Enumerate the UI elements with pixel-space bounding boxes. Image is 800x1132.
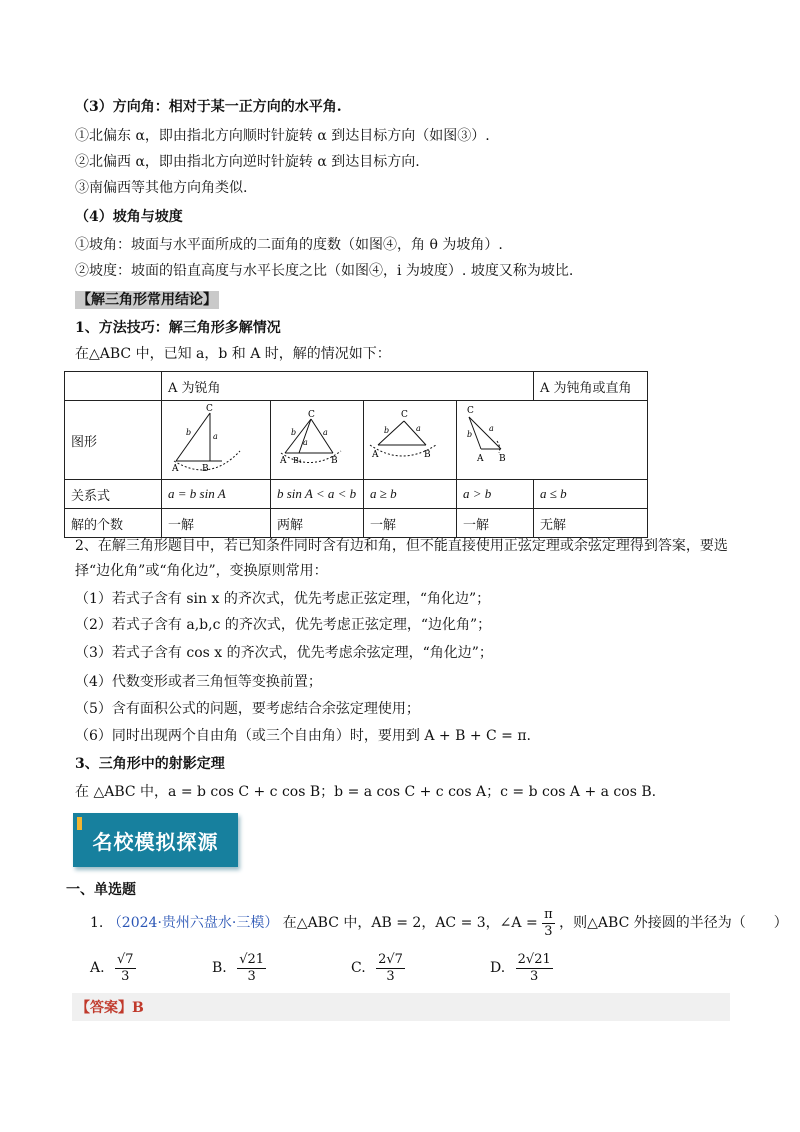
relation-1: a = b sin A bbox=[162, 480, 271, 509]
triangle-figure-2 bbox=[271, 401, 363, 475]
count-4: 一解 bbox=[457, 509, 534, 538]
question-1-stem bbox=[90, 905, 788, 941]
fig4-label-B: B bbox=[499, 454, 506, 464]
fig2-label-B1: B₁ bbox=[293, 456, 303, 465]
fig1-label-B: B bbox=[202, 464, 209, 474]
projection-formula: 在 △ABC 中，a = b cos C + c cos B；b = a cos C + c cos A；c = b cos A + a cos B. bbox=[75, 784, 657, 800]
sec2-item-5: （5）含有面积公式的问题，要考虑结合余弦定理使用； bbox=[75, 701, 420, 717]
q1-source: （2024·贵州六盘水·三模） bbox=[107, 915, 279, 931]
sec2-item-1: （1）若式子含有 sin x 的齐次式，优先考虑正弦定理，“角化边”； bbox=[75, 591, 491, 607]
sec3-item-1: ①北偏东 α，即由指北方向顺时针旋转 α 到达目标方向（如图③）. bbox=[75, 128, 490, 144]
triangle-figure-3 bbox=[364, 401, 456, 475]
sec4-item-1: ①坡角：坡面与水平面所成的二面角的度数（如图④，角 θ 为坡角）. bbox=[75, 237, 503, 253]
sec4-title: （4）坡角与坡度 bbox=[75, 209, 183, 225]
fig2-label-C: C bbox=[308, 410, 315, 420]
fig4-label-a: a bbox=[489, 424, 494, 433]
fig4-label-b: b bbox=[467, 430, 473, 439]
sec2-item-2: （2）若式子含有 a,b,c 的齐次式，优先考虑正弦定理，“边化角”； bbox=[75, 617, 492, 633]
fig2-label-A: A bbox=[280, 456, 287, 466]
sec3-item-3: ③南偏西等其他方向角类似. bbox=[75, 180, 248, 196]
count-3: 一解 bbox=[364, 509, 457, 538]
fig3-label-C: C bbox=[401, 410, 408, 420]
fig4-label-C: C bbox=[467, 406, 474, 416]
method-title: 1、方法技巧：解三角形多解情况 bbox=[75, 320, 281, 336]
sec2-item-3: （3）若式子含有 cos x 的齐次式，优先考虑余弦定理，“角化边”； bbox=[75, 645, 493, 661]
fig3-label-a: a bbox=[416, 424, 421, 433]
fig1-label-a: a bbox=[213, 432, 218, 441]
figure-cell-3 bbox=[364, 401, 457, 480]
conclusion-tag: 【解三角形常用结论】 bbox=[77, 292, 217, 308]
row-count-label: 解的个数 bbox=[65, 509, 162, 538]
triangle-figure-1 bbox=[162, 401, 270, 475]
figure-cell-1 bbox=[162, 401, 271, 480]
fig1-label-b: b bbox=[186, 428, 192, 437]
row-figure-label: 图形 bbox=[65, 401, 162, 480]
sec2-item-6: （6）同时出现两个自由角（或三个自由角）时，要用到 A + B + C = π. bbox=[75, 728, 532, 744]
fig3-label-B: B bbox=[424, 450, 431, 460]
count-1: 一解 bbox=[162, 509, 271, 538]
banner-title: 名校模拟探源 bbox=[92, 830, 219, 854]
fig3-label-b: b bbox=[384, 426, 390, 435]
fig2-label-a1: a bbox=[303, 438, 308, 447]
figure-cell-4 bbox=[457, 401, 648, 480]
row-relation-label: 关系式 bbox=[65, 480, 162, 509]
fig4-label-A: A bbox=[477, 454, 484, 464]
sec2-line-2: 择“边化角”或“角化边”，变换原则常用： bbox=[75, 563, 328, 579]
triangle-figure-4 bbox=[457, 401, 557, 475]
answer-box bbox=[72, 993, 730, 1021]
sec3-title: （3）方向角：相对于某一正方向的水平角. bbox=[75, 99, 342, 115]
relation-3: a ≥ b bbox=[364, 480, 457, 509]
q1-option-D[interactable]: D. $\frac{2√21}{3}$ bbox=[490, 951, 551, 984]
sec2-item-4: （4）代数变形或者三角恒等变换前置； bbox=[75, 674, 322, 690]
fig1-label-C: C bbox=[206, 404, 213, 414]
part-title: 一、单选题 bbox=[66, 882, 136, 898]
obtuse-header: A 为钝角或直角 bbox=[534, 372, 648, 401]
answer-text: 【答案】B bbox=[76, 1000, 144, 1016]
fig2-label-a2: a bbox=[323, 428, 328, 437]
method-intro: 在△ABC 中，已知 a，b 和 A 时，解的情况如下： bbox=[75, 346, 391, 362]
projection-title: 3、三角形中的射影定理 bbox=[75, 756, 225, 772]
q1-angle-fraction: $\frac{\pi}{3}$ bbox=[544, 906, 553, 939]
fig2-label-B: B bbox=[331, 456, 338, 466]
q1-option-B[interactable]: B. $\frac{√21}{3}$ bbox=[212, 951, 265, 984]
relation-5: a ≤ b bbox=[534, 480, 648, 509]
q1-option-A[interactable]: A. $\frac{√7}{3}$ bbox=[90, 951, 134, 984]
fig1-label-A: A bbox=[172, 464, 179, 474]
q1-stem-a: 在△ABC 中，AB = 2，AC = 3，∠A = bbox=[282, 915, 538, 931]
fig2-label-b: b bbox=[291, 428, 297, 437]
solution-cases-table bbox=[64, 371, 648, 538]
count-5: 无解 bbox=[534, 509, 648, 538]
q1-option-C[interactable]: C. $\frac{2√7}{3}$ bbox=[351, 951, 403, 984]
figure-cell-2 bbox=[271, 401, 364, 480]
sec3-item-2: ②北偏西 α，即由指北方向逆时针旋转 α 到达目标方向. bbox=[75, 154, 420, 170]
count-2: 两解 bbox=[271, 509, 364, 538]
section-banner bbox=[73, 813, 238, 867]
q1-stem-b: ，则△ABC 外接圆的半径为（ ） bbox=[559, 915, 788, 931]
fig3-label-A: A bbox=[372, 450, 379, 460]
relation-4: a > b bbox=[457, 480, 534, 509]
sec4-item-2: ②坡度：坡面的铅直高度与水平长度之比（如图④，i 为坡度）. 坡度又称为坡比. bbox=[75, 263, 574, 279]
acute-header: A 为锐角 bbox=[162, 372, 534, 401]
sec2-line-1: 2、在解三角形题目中，若已知条件同时含有边和角，但不能直接使用正弦定理或余弦定理得到答案，要选 bbox=[75, 538, 728, 554]
relation-2: b sin A < a < b bbox=[271, 480, 364, 509]
q1-number: 1. bbox=[90, 915, 104, 931]
